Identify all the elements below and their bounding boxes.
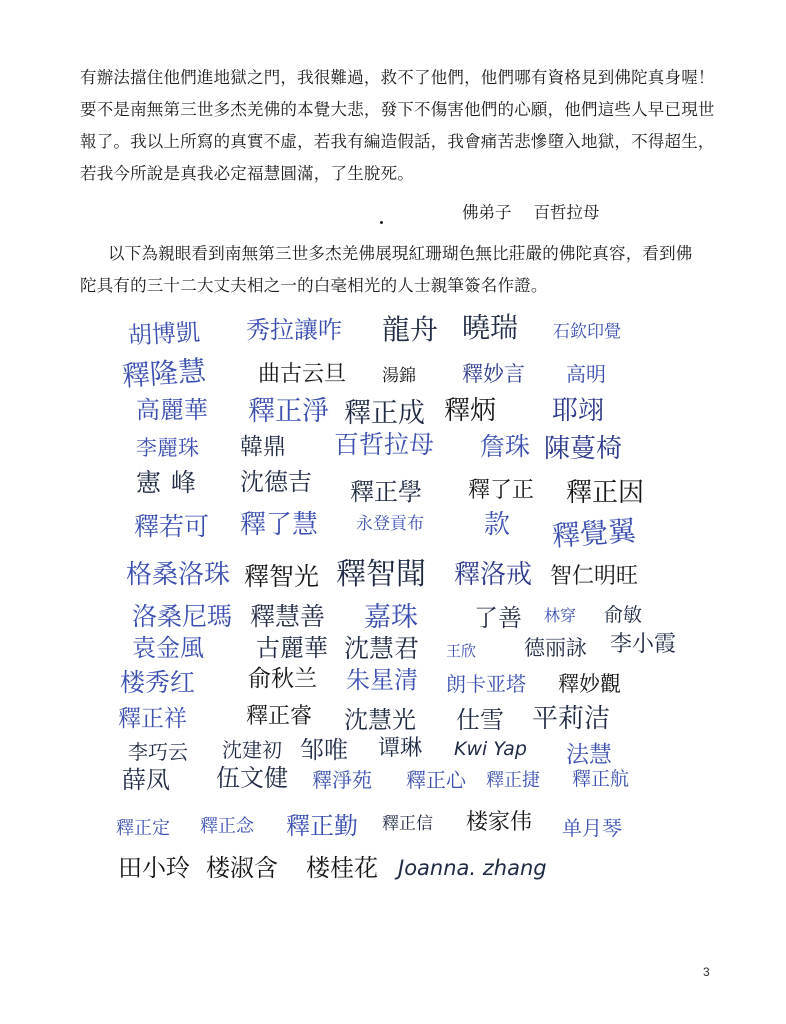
handwritten-signature: 釋正勤 xyxy=(286,812,358,840)
handwritten-signature: 釋正信 xyxy=(382,814,433,834)
handwritten-signature: 仕雪 xyxy=(456,706,504,734)
handwritten-signature: 德丽詠 xyxy=(524,636,587,660)
handwritten-signature: 石欽印覺 xyxy=(553,322,621,342)
text-line: 報了。我以上所寫的真實不虛，若我有編造假話，我會痛苦悲慘墮入地獄，不得超生， xyxy=(80,132,715,151)
handwritten-signature: 秀拉讓咋 xyxy=(246,316,342,344)
handwritten-signature: 古麗華 xyxy=(256,634,328,662)
handwritten-signature: 了善 xyxy=(474,604,522,632)
handwritten-signature: 李麗珠 xyxy=(136,436,199,460)
handwritten-signature: 釋智光 xyxy=(244,562,320,591)
text-line: 若我今所說是真我必定福慧圓滿，了生脫死。 xyxy=(80,164,414,183)
handwritten-signature: 薛凤 xyxy=(122,766,170,794)
handwritten-signature: 釋正睿 xyxy=(246,704,313,729)
handwritten-signature: 釋妙觀 xyxy=(558,672,621,696)
handwritten-signature: 釋洛戒 xyxy=(454,560,533,590)
handwritten-signature: 憲峰 xyxy=(136,468,207,497)
handwritten-signature: 沈德吉 xyxy=(240,468,312,496)
handwritten-signature: 釋智聞 xyxy=(336,557,426,592)
handwritten-signature: 釋淨苑 xyxy=(312,768,372,792)
handwritten-signature: 釋正祥 xyxy=(118,706,187,732)
testimony-paragraph xyxy=(80,62,720,190)
handwritten-signature: 邹唯 xyxy=(300,736,348,764)
handwritten-signature: 沈慧光 xyxy=(344,706,416,734)
handwritten-signature: 楼桂花 xyxy=(306,854,378,882)
text-line: 以下為親眼看到南無第三世多杰羌佛展現紅珊瑚色無比莊嚴的佛陀真容，看到佛 xyxy=(108,244,693,263)
handwritten-signature: 李巧云 xyxy=(128,740,188,764)
handwritten-signature: 伍文健 xyxy=(216,764,288,792)
handwritten-signature: 百哲拉母 xyxy=(334,430,435,459)
handwritten-signature: 釋正成 xyxy=(344,398,425,429)
handwritten-signature: 曲古云旦 xyxy=(258,362,347,387)
handwritten-signature: 龍舟 xyxy=(382,313,439,346)
handwritten-signature: 高明 xyxy=(566,362,606,386)
handwritten-signature: 永登貢布 xyxy=(356,514,424,534)
handwritten-signature: 袁金風 xyxy=(132,634,204,662)
text-line: 陀具有的三十二大丈夫相之一的白毫相光的人士親筆簽名作證。 xyxy=(80,276,548,295)
witness-intro-paragraph xyxy=(80,238,720,302)
handwritten-signature: 釋正念 xyxy=(200,816,254,837)
handwritten-signature: 楼家伟 xyxy=(466,810,533,835)
handwritten-signature: 曉瑞 xyxy=(462,311,519,344)
stray-dot xyxy=(380,221,383,224)
handwritten-signature: 谭琳 xyxy=(378,736,423,761)
handwritten-signature: 王欣 xyxy=(446,642,477,660)
text-line: 有辦法擋住他們進地獄之門，我很難過，救不了他們，他們哪有資格見到佛陀真身喔！ xyxy=(80,68,715,87)
handwritten-signature: 格桑洛珠 xyxy=(126,560,231,590)
signature-name: 百哲拉母 xyxy=(533,203,600,222)
handwritten-signature: 耶翊 xyxy=(552,396,605,426)
handwritten-signature: 胡博凱 xyxy=(127,318,201,350)
handwritten-signature: 嘉珠 xyxy=(364,602,418,633)
text-line: 要不是南無第三世多杰羌佛的本覺大悲，發下不傷害他們的心願，他們這些人早已現世 xyxy=(80,100,715,119)
handwritten-signature: 林穿 xyxy=(544,606,577,625)
handwritten-signature: Kwi Yap xyxy=(454,738,527,760)
handwritten-signature: 釋了慧 xyxy=(240,510,319,540)
handwritten-signature: 款 xyxy=(484,510,511,540)
handwritten-signature: 俞敏 xyxy=(604,604,643,626)
handwritten-signature: 釋正淨 xyxy=(248,396,329,427)
handwritten-signature: 釋正定 xyxy=(116,818,170,839)
handwritten-signature: 釋炳 xyxy=(444,396,497,426)
handwritten-signature: 楼淑含 xyxy=(206,854,278,882)
handwritten-signature: 平莉洁 xyxy=(532,704,611,734)
handwritten-signature: 洛桑尼瑪 xyxy=(132,602,233,631)
handwritten-signature: 釋正航 xyxy=(572,768,630,790)
handwritten-signature: Joanna. zhang xyxy=(398,856,547,880)
handwritten-signature: 釋正心 xyxy=(406,768,466,792)
handwritten-signature: 釋慧善 xyxy=(250,602,326,631)
handwritten-signature: 釋妙言 xyxy=(462,362,525,386)
handwritten-signature: 沈建初 xyxy=(222,738,282,762)
handwritten-signature: 釋正因 xyxy=(566,478,645,508)
handwritten-signature: 釋了正 xyxy=(468,478,535,503)
handwritten-signature: 楼秀红 xyxy=(120,668,196,697)
handwritten-signature: 智仁明旺 xyxy=(550,564,639,589)
handwritten-signature: 詹珠 xyxy=(480,432,531,461)
handwritten-signature: 沈慧君 xyxy=(344,634,420,663)
author-signature-line xyxy=(462,197,600,229)
handwritten-signature: 釋覺翼 xyxy=(550,514,638,553)
handwritten-signature: 田小玲 xyxy=(118,854,190,882)
handwritten-signature: 釋正學 xyxy=(350,478,422,506)
handwritten-signature: 朱星清 xyxy=(346,666,418,694)
handwritten-signature: 釋若可 xyxy=(134,512,210,541)
handwritten-signature: 法慧 xyxy=(566,742,612,768)
handwritten-signature: 陳蔓椅 xyxy=(544,434,623,464)
handwritten-signature: 高麗華 xyxy=(136,396,208,424)
handwritten-signature: 釋正捷 xyxy=(486,770,540,791)
handwritten-signature: 俞秋兰 xyxy=(248,666,317,692)
handwritten-signature: 朗卡亚塔 xyxy=(446,672,526,696)
handwritten-signature: 韓鼎 xyxy=(240,434,286,460)
handwritten-signature: 湯錦 xyxy=(382,366,416,386)
page-number: 3 xyxy=(703,965,710,979)
signature-role: 佛弟子 xyxy=(462,203,512,222)
handwritten-signature: 李小霞 xyxy=(610,632,677,657)
handwritten-signature: 单月琴 xyxy=(562,816,622,840)
handwritten-signature: 釋隆慧 xyxy=(120,354,208,393)
